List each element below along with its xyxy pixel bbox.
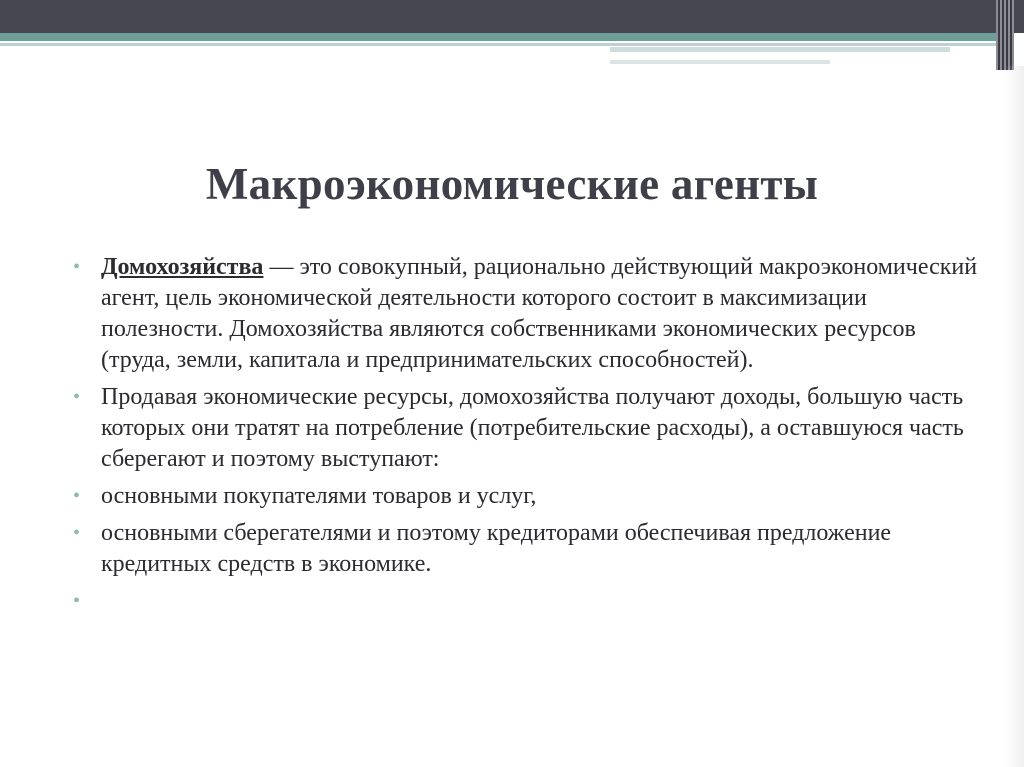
header-stripes [996,0,1014,70]
term-households: Домохозяйства [101,254,264,280]
list-item [73,518,978,580]
header-band [0,0,1024,33]
list-item-text: основными сберегателями и поэтому кредиторами обеспечивая предложение кредитных средств в экономике. [101,520,892,577]
list-item [73,252,978,376]
slide-title: Макроэкономические агенты [205,159,819,209]
bullet-icon: • [73,256,81,278]
header-accent-line-short [610,47,950,52]
bullet-icon: • [73,590,81,612]
list-item-empty [73,586,978,617]
bullet-icon: • [73,386,81,408]
header-accent-line [0,43,1000,46]
bullet-list [73,252,978,623]
list-item-text: основными покупателями товаров и услуг, [101,483,537,509]
bullet-icon: • [73,522,81,544]
list-item [73,382,978,475]
bullet-icon: • [73,485,81,507]
header-accent-band [0,33,1000,41]
list-item-text: Продавая экономические ресурсы, домохозяйства получают доходы, большую часть которых они тратят на потребление (потребительские расходы), а оставшуюся часть сберегают и поэтому выступают: [101,384,964,472]
list-item-text: — это совокупный, рационально действующий макроэкономический агент, цель экономической деятельности которого состоит в максимизации полезности. Домохозяйства являются собственниками экономических ресурсов (труда, земли, капитала и предпринимательских способностей). [101,254,978,373]
list-item [73,481,978,512]
header-accent-line-shorter [610,60,830,64]
